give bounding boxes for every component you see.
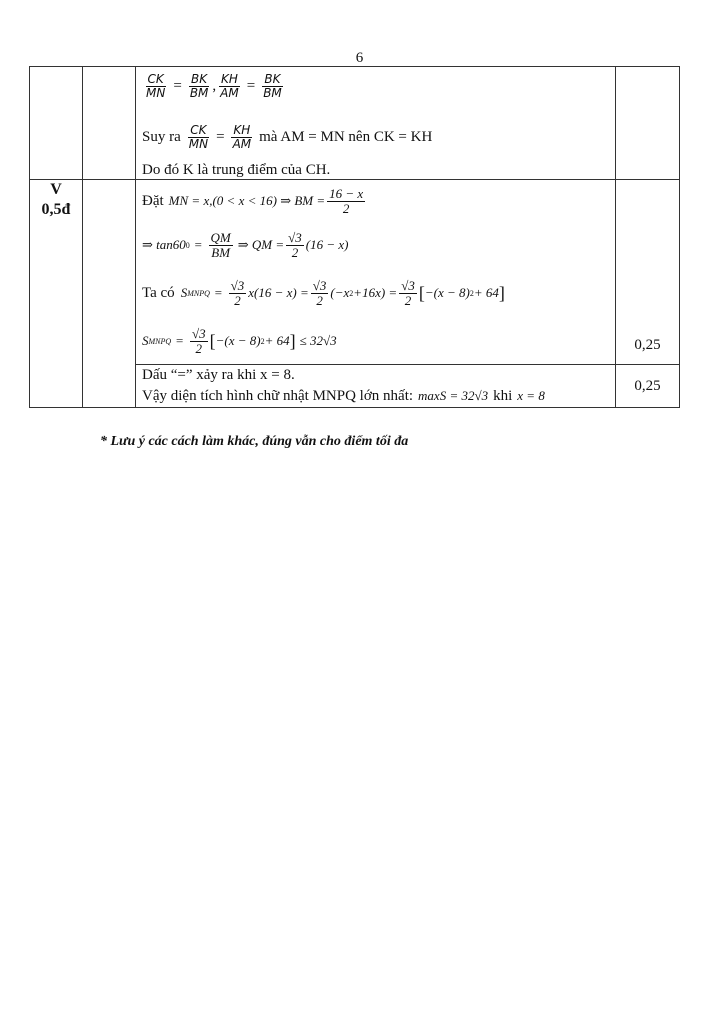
suy-ra-line: Suy ra $\frac{CK}{MN}$ = $\frac{KH}{AM}$ mà AM = MN nên CK = KH	[142, 122, 433, 151]
max-line: Vậy diện tích hình chữ nhật MNPQ lớn nhất: maxS = 32 √3 khi x = 8	[142, 387, 545, 404]
page-number: 6	[355, 50, 364, 66]
score-cell-v	[616, 180, 680, 408]
part-cell-empty	[83, 180, 136, 408]
tan-line: ⇒ tan60 0 = $\frac{QM}{BM}$ ⇒ QM = $\frac{√3}{2}$ (16 − x)	[142, 229, 349, 260]
conclusion-k: Do đó K là trung điểm của CH.	[142, 162, 331, 178]
equality-line: Dấu “=” xảy ra khi x = 8.	[142, 367, 295, 383]
solution-cell	[136, 67, 616, 180]
footer-note: * Lưu ý các cách làm khác, đúng vẫn cho điểm tối đa	[100, 434, 409, 449]
ratio-equations: $\frac{CK}{MN}$ = $\frac{BK}{BM}$ , $\frac{KH}{AM}$ = $\frac{BK}{BM}$	[146, 71, 282, 100]
section-roman: V	[50, 181, 62, 198]
section-cell-empty	[30, 67, 83, 180]
inequality-line: S MNPQ = $\frac{√3}{2}$ [ −(x − 8) 2 + 64 ] ≤ 32 √3	[142, 325, 337, 356]
section-points: 0,5đ	[41, 201, 71, 218]
answer-table	[29, 66, 680, 408]
dat-line: Đặt MN = x,(0 < x < 16) ⇒ BM = $\frac{16 - x}{2}$	[142, 185, 364, 216]
row-problem-v	[30, 180, 680, 408]
part-cell-empty	[83, 67, 136, 180]
score-1: 0,25	[634, 337, 661, 353]
solution-cell-v	[136, 180, 616, 408]
ta-co-line: Ta có S MNPQ = $\frac{√3}{2}$ x(16 − x) = $\frac{√3}{2}$ (−x 2 +16x) = $\frac{√3}{2}$ [ −(x − 8) 2 + 64 ]	[142, 277, 505, 308]
section-label	[30, 180, 83, 408]
score-cell-empty	[616, 67, 680, 180]
row-previous-problem	[30, 67, 680, 180]
score-2: 0,25	[634, 378, 661, 394]
